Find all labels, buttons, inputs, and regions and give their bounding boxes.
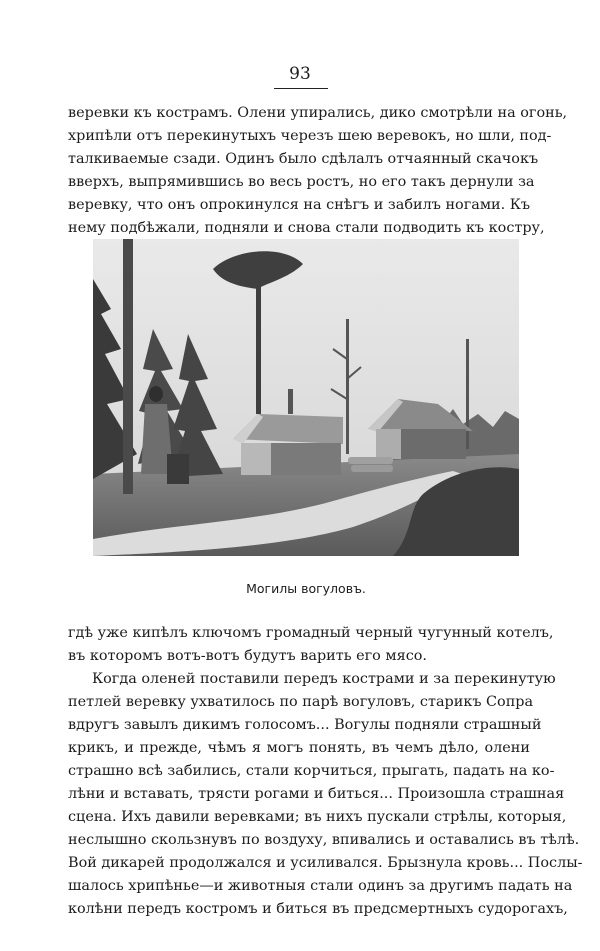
text-line: веревку, что онъ опрокинулся на снѣгъ и забилъ ногами. Къ	[68, 197, 531, 213]
text-line: крикъ, и прежде, чѣмъ я могъ понять, въ чемъ дѣло, олени	[68, 740, 530, 756]
text-line: хрипѣли отъ перекинутыхъ черезъ шею веревокъ, но шли, под-	[68, 128, 552, 144]
figure-caption: Могилы вогуловъ.	[246, 581, 366, 596]
page-number: 93	[289, 64, 311, 84]
text-line: гдѣ уже кипѣлъ ключомъ громадный черный чугунный котелъ,	[68, 625, 554, 641]
text-line: колѣни передъ костромъ и биться въ предсмертныхъ судорогахъ,	[68, 901, 568, 917]
text-line: лѣни и вставать, трясти рогами и биться... Произошла страшная	[68, 786, 565, 802]
paragraph-bottom	[68, 622, 583, 921]
text-line: вдругъ завылъ дикимъ голосомъ... Вогулы подняли страшный	[68, 717, 542, 733]
text-line: шалось хрипѣнье—и животныя стали одинъ за другимъ падать на	[68, 878, 573, 894]
text-line: веревки къ кострамъ. Олени упирались, дико смотрѣли на огонь,	[68, 105, 568, 121]
paragraph-top	[68, 102, 568, 240]
text-line: вверхъ, выпрямившись во весь ростъ, но его такъ дернули за	[68, 174, 535, 190]
text-line: неслышно скользнувъ по воздуху, впивались и оставались въ тѣлѣ.	[68, 832, 580, 848]
text-line: Когда оленей поставили передъ кострами и за перекинутую	[92, 671, 556, 687]
text-line: талкиваемые сзади. Одинъ было сдѣлалъ отчаянный скачокъ	[68, 151, 539, 167]
text-line: Вой дикарей продолжался и усиливался. Брызнула кровь... Послы-	[68, 855, 583, 871]
text-line: сцена. Ихъ давили веревками; въ нихъ пускали стрѣлы, которыя,	[68, 809, 567, 825]
photograph-vogul-graves	[93, 239, 519, 556]
text-line: страшно всѣ забились, стали корчиться, прыгать, падать на ко-	[68, 763, 555, 779]
text-line: въ которомъ вотъ-вотъ будутъ варить его мясо.	[68, 648, 427, 664]
text-line: петлей веревку ухватилось по парѣ вогуловъ, старикъ Сопра	[68, 694, 534, 710]
page-number-rule	[274, 88, 328, 89]
text-line: нему подбѣжали, подняли и снова стали подводить къ костру,	[68, 220, 545, 236]
